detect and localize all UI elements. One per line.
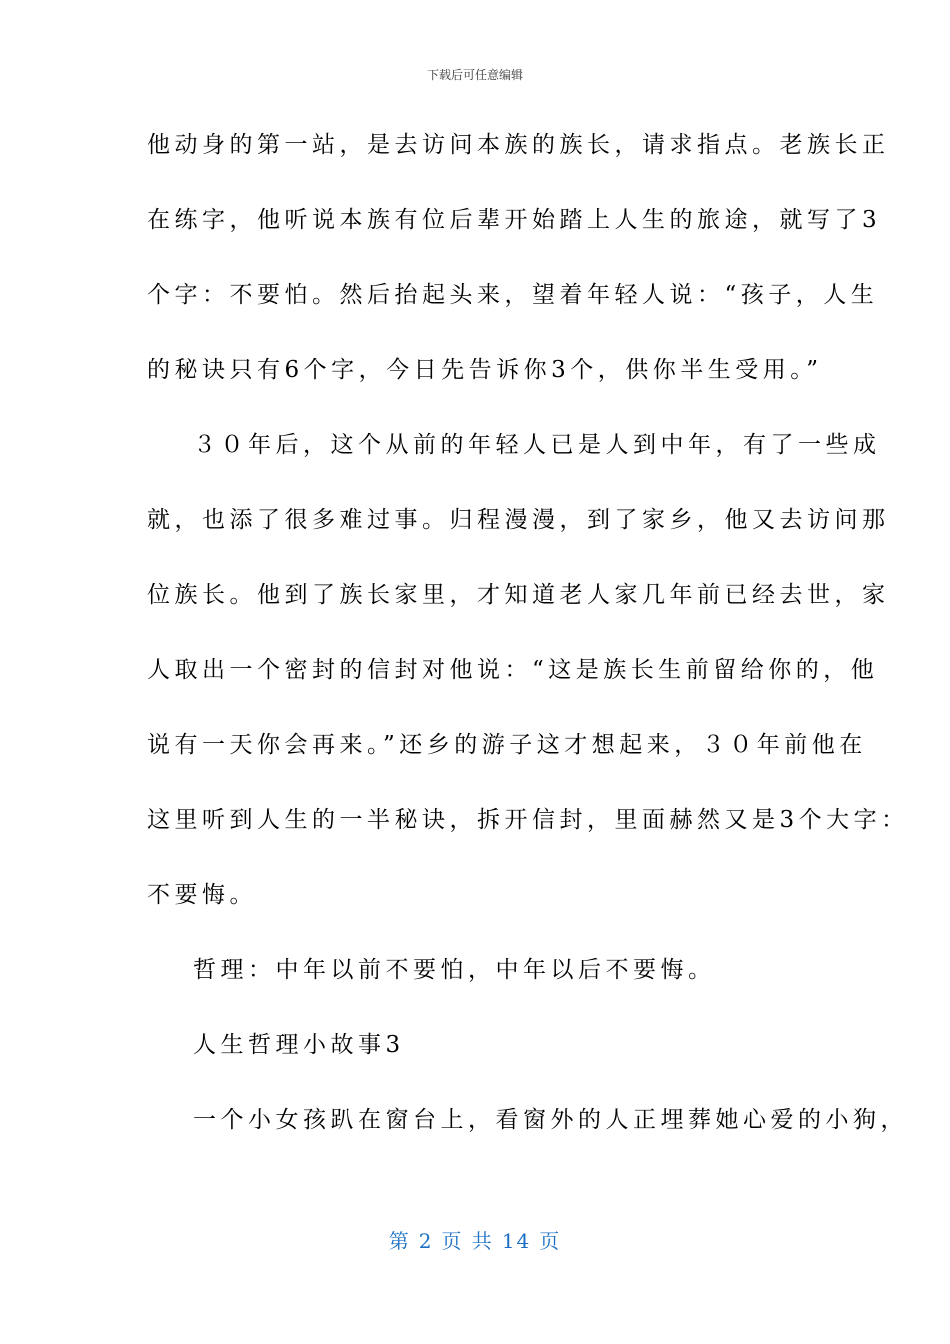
text-line: 一个小女孩趴在窗台上，看窗外的人正埋葬她心爱的小狗， — [193, 1107, 908, 1133]
footer-middle: 页 共 — [441, 1229, 494, 1253]
document-body — [147, 118, 909, 1168]
footer-page: 2 — [418, 1229, 434, 1253]
footer-prefix: 第 — [388, 1229, 411, 1253]
text-line: 的秘诀只有6个字，今日先告诉你3个，供你半生受用。” — [147, 357, 823, 383]
text-line: 个字：不要怕。然后抬起头来，望着年轻人说：“孩子，人生 — [147, 282, 879, 308]
text-line: ３０年后，这个从前的年轻人已是人到中年，有了一些成 — [193, 432, 881, 458]
text-line: 在练字，他听说本族有位后辈开始踏上人生的旅途，就写了3 — [147, 207, 882, 233]
text-line: 这里听到人生的一半秘诀，拆开信封，里面赫然又是3个大字： — [147, 807, 909, 833]
footer-total: 14 — [501, 1229, 532, 1253]
text-line: 哲理：中年以前不要怕，中年以后不要悔。 — [193, 957, 716, 983]
text-line: 说有一天你会再来。”还乡的游子这才想起来，３０年前他在 — [147, 732, 867, 758]
text-line: 人取出一个密封的信封对他说：“这是族长生前留给你的，他 — [147, 657, 879, 683]
text-line: 不要悔。 — [147, 882, 257, 908]
text-line: 他动身的第一站，是去访问本族的族长，请求指点。老族长正 — [147, 132, 890, 158]
header-note: 下载后可任意编辑 — [426, 68, 523, 82]
page-number-footer — [0, 1225, 950, 1254]
text-line: 就，也添了很多难过事。归程漫漫，到了家乡，他又去访问那 — [147, 507, 890, 533]
text-line: 位族长。他到了族长家里，才知道老人家几年前已经去世，家 — [147, 582, 890, 608]
footer-suffix: 页 — [539, 1229, 562, 1253]
section-heading: 人生哲理小故事3 — [193, 1032, 405, 1058]
